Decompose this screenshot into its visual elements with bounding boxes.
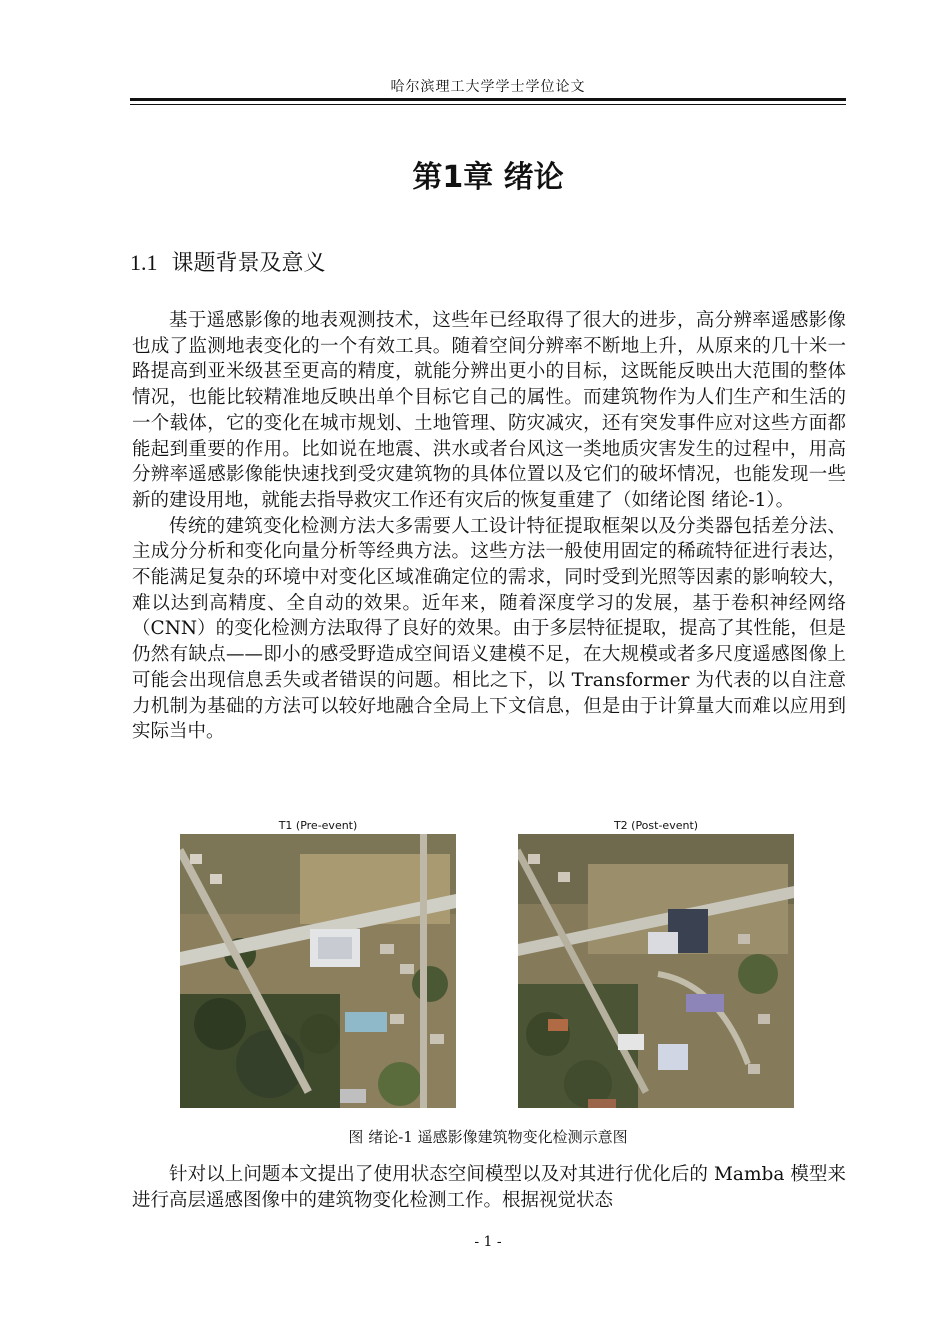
section-number: 1.1	[130, 250, 158, 275]
paragraph-proposed-method: 针对以上问题本文提出了使用状态空间模型以及对其进行优化后的 Mamba 模型来进行高层遥感图像中的建筑物变化检测工作。根据视觉状态	[132, 1164, 846, 1211]
body-text-upper	[132, 308, 846, 745]
section-heading-text: 课题背景及意义	[171, 251, 326, 276]
pre-event-satellite-image	[180, 834, 456, 1108]
panel-label-post-event: T2 (Post-event)	[613, 819, 699, 832]
panel-label-pre-event: T1 (Pre-event)	[278, 819, 358, 832]
section-title	[130, 246, 326, 277]
header-rule-thick	[130, 98, 846, 101]
paragraph-traditional-methods: 传统的建筑变化检测方法大多需要人工设计特征提取框架以及分类器包括差分法、主成分分析和变化向量分析等经典方法。这些方法一般使用固定的稀疏特征进行表达，不能满足复杂的环境中对变化区域准确定位的需求，同时受到光照等因素的影响较大，难以达到高精度、全自动的效果。近年来，随着深度学习的发展，基于卷积神经网络（CNN）的变化检测方法取得了良好的效果。由于多层特征提取，提高了其性能，但是仍然有缺点——即小的感受野造成空间语义建模不足，在大规模或者多尺度遥感图像上可能会出现信息丢失或者错误的问题。相比之下，以 Transformer 为代表的以自注意力机制为基础的方法可以较好地融合全局上下文信息，但是由于计算量大而难以应用到实际当中。	[132, 515, 846, 743]
figure-change-detection	[180, 818, 800, 1118]
running-header: 哈尔滨理工大学学士学位论文	[390, 79, 586, 95]
figure-panel-pre-event	[180, 818, 456, 1108]
body-text-lower	[132, 1162, 846, 1213]
paragraph-background: 基于遥感影像的地表观测技术，这些年已经取得了很大的进步，高分辨率遥感影像也成了监测地表变化的一个有效工具。随着空间分辨率不断地上升，从原来的几十米一路提高到亚米级甚至更高的精度，就能分辨出更小的目标，这既能反映出大范围的整体情况，也能比较精准地反映出单个目标它自己的属性。而建筑物作为人们生产和生活的一个载体，它的变化在城市规划、土地管理、防灾减灾，还有突发事件应对这些方面都能起到重要的作用。比如说在地震、洪水或者台风这一类地质灾害发生的过程中，用高分辨率遥感影像能快速找到受灾建筑物的具体位置以及它们的破坏情况，也能发现一些新的建设用地，就能去指导救灾工作还有灾后的恢复重建了（如绪论图 绪论-1）。	[132, 310, 846, 511]
figure-panel-post-event	[518, 818, 794, 1108]
figure-caption: 图 绪论-1 遥感影像建筑物变化检测示意图	[348, 1128, 628, 1146]
page-number: - 1 -	[474, 1234, 502, 1250]
post-event-satellite-image	[518, 834, 794, 1108]
chapter-title: 第1章 绪论	[412, 160, 564, 195]
header-rule-thin	[130, 104, 846, 105]
